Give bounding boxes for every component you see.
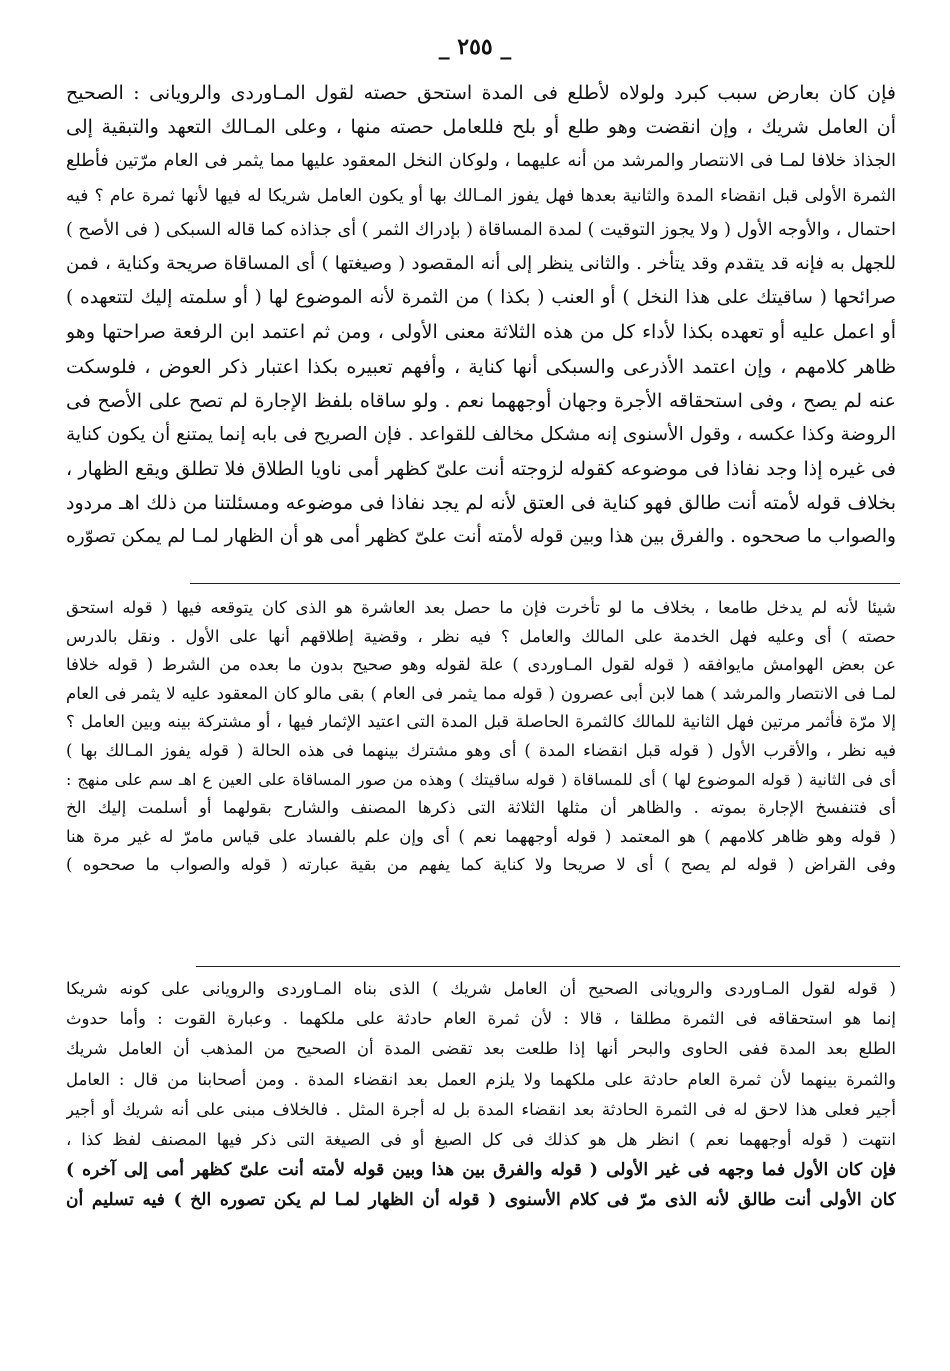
footnote-line: وفى القراض ( قوله لم يصح ) أى لا صريحا ولا كناية كما يفهم من بقية عبارته ( قوله والصواب ما صححوه ): [66, 855, 896, 875]
footnote-line: فإن كان الأول فما وجهه فى غير الأولى ( قوله والفرق بين هذا وبين قوله لأمته أنت علىّ كظهر أمى إلى آخره ): [66, 1160, 896, 1181]
main-text-line: فإن كان بعارض سبب كبرد ولولاه لأطلع فى المدة استحق حصته لقول المـاوردى والرويانى : الصحيح: [66, 82, 896, 104]
footnote-divider: [196, 966, 900, 967]
main-text-line: عنه لم يصح ، وفى استحقاقه الأجرة وجهان أوجههما نعم . ولو ساقاه بلفظ الإجارة لم تصح على الأصح فى: [66, 389, 896, 412]
footnote-line: حصته ) أى وعليه فهل الخدمة على المالك والعامل ؟ فيه نظر ، وقضية إطلاقهم أنها على الأول . ونقل بالدرس: [66, 626, 896, 646]
footnote-line: فيه نظر ، والأقرب الأول ( قوله قبل انقضاء المدة ) أى وهو مشترك بينهما فى هذه الحالة ( قوله يفوز المـالك بها ): [66, 740, 896, 760]
footnote-line: أى فتنفسخ الإجارة بموته . والظاهر أن مثلها الثلاثة التى ذكرها المصنف والشارح بقولهما أو أسلمت إليك الخ: [66, 798, 896, 818]
main-text-line: للجهل به فإنه قد يتقدم وقد يتأخر . والثانى ينظر إلى أنه المقصود ( وصيغتها ) أى المساقاة صريحة وكناية ، فمن: [66, 252, 896, 274]
main-text-line: الروضة وكذا عكسه ، وقول الأسنوى إنه مشكل مخالف للقواعد . فإن الصريح فى بابه إنما يمتنع أن يكون كناية: [66, 423, 896, 445]
footnote-line: لمـا فى الانتصار والمرشد ) هما لابن أبى عصرون ( قوله مما يثمر فى العام ) بقى مالو كان المعقود عليه لا يثمر فى العام: [66, 683, 896, 703]
footnote-line: انتهت ( قوله أوجههما نعم ) انظر هل هو كذلك فى كل الصيغ أو فى الصيغة التى ذكر فيها المصنف لفظ كذا ،: [66, 1129, 896, 1149]
main-text-line: الجذاذ خلافا لمـا فى الانتصار والمرشد من أنه عليهما ، ولوكان النخل المعقود عليها مما يثمر فى العام مرّتين فأطلع: [66, 151, 896, 172]
main-text-line: ظاهر كلامهم ، وإن اعتمد الأذرعى والسبكى أنها كناية ، وأفهم تعبيره بكذا اعتبار ذكر العوض ، فلوسكت: [66, 355, 896, 378]
footnote-line: ( قوله لقول المـاوردى والرويانى الصحيح أن العامل شريك ) الذى بناه المـاوردى والرويانى على كونه شريكا: [66, 979, 896, 998]
footnote-line: ( قوله وهو ظاهر كلامهم ) هو المعتمد ( قوله أوجههما نعم ) أى وإن علم بالفساد على قياس مامرّ له غير مرة هنا: [66, 826, 896, 846]
page-number: _ ٢٥٥ _: [438, 34, 512, 60]
footnote-line: أجير فعلى هذا لاحق له فى الثمرة الحادثة بعد انقضاء المدة بل له أجرة المثل . فالخلاف مبنى على أنه شريك أو أجير: [66, 1099, 896, 1119]
main-text-line: الثمرة الأولى قبل انقضاء المدة والثانية بعدها فهل يفوز المـالك بها أو يكون العامل شريكا له فيها لأنها ثمرة عام ؟ فيه: [66, 185, 896, 206]
footnote-line: عن بعض الهوامش مايوافقه ( قوله لقول المـاوردى ) علة لقوله وهو صحيح بدون ما بعده من الشرط ( قوله خلافا: [66, 655, 896, 675]
footnote-line: إنما هو استحقاقه فى الثمرة مطلقا ، قالا : لأن ثمرة العام حادثة على ملكهما . وعبارة القوت : وأما حدوث: [66, 1009, 896, 1029]
main-text-line: فى غيره إذا وجد نفاذا فى موضوعه كقوله لزوجته أنت علىّ كظهر أمى ناويا الطلاق فلا تطلق ويقع الظهار ،: [66, 458, 896, 481]
footnote-divider: [190, 583, 900, 584]
main-text-line: أو اعمل عليه أو تعهده بكذا لأداء كل من هذه الثلاثة معنى الأولى ، ومن ثم اعتمد ابن الرفعة صراحتها وهو: [66, 321, 896, 344]
footnote-line: والثمرة بينهما لأن ثمرة العام حادثة على ملكهما ولا يلزم العمل بعد انقضاء المدة . ومن أصحابنا من قال : العامل: [66, 1069, 896, 1089]
main-text-line: احتمال ، والأوجه الأول ( ولا يجوز التوقيت ) لمدة المساقاة ( بإدراك الثمر ) أى جذاذه كما قاله السبكى ( فى الأصح ): [66, 219, 896, 240]
footnote-commentary-2: [66, 974, 896, 1216]
main-text-line: بخلاف قوله لأمته أنت طالق فهو كناية فى العتق لأنه لم يجد نفاذا فى موضوعه ومسئلتنا من ذلك اهـ مردود: [66, 492, 896, 515]
main-text-line: والصواب ما صححوه . والفرق بين هذا وبين قوله لأمته أنت علىّ كظهر أمى هو أن الظهار لمـا لم يمكن تصوّره: [66, 526, 896, 548]
main-text-line: صرائحها ( ساقيتك على هذا النخل ) أو العنب ( بكذا ) من الثمرة لأنه الموضوع لها ( أو سلمته إليك لتتعهده ): [66, 287, 896, 309]
footnote-line: كان الأولى أنت طالق لأنه الذى مرّ فى كلام الأسنوى ( قوله أن الظهار لمـا لم يكن تصوره الخ ) فيه تسليم أن: [66, 1190, 896, 1211]
footnote-line: إلا مرّة فأثمر مرتين فهل الثانية للمالك كالثمرة الحاصلة قبل المدة التى اعتيد الإثمار فيها ، أو مشتركة بينه وبين العامل ؟: [66, 712, 896, 732]
main-text-line: أن العامل شريك ، وإن انقضت وهو طلع أو بلح فللعامل حصته منها ، وعلى المـالك التعهد والتبقية إلى: [66, 116, 896, 139]
footnote-line: الطلع بعد المدة ففى الحاوى والبحر أنها إذا طلعت بعد تقضى المدة أن الصحيح من المذهب أن العامل شريك: [66, 1039, 896, 1059]
footnote-line: أى فى الثانية ( قوله الموضوع لها ) أى للمساقاة ( قوله ساقيتك ) وهذه من صور المساقاة على العين ع اهـ سم على منهج :: [66, 769, 896, 789]
footnote-line: شيئا لأنه لم يدخل طامعا ، بخلاف ما لو تأخرت فإن ما حصل بعد العاشرة هو الذى كان يتوقعه فيها ( قوله استحق: [66, 598, 896, 617]
footnote-commentary-1: [66, 594, 896, 880]
main-text: [66, 76, 896, 555]
